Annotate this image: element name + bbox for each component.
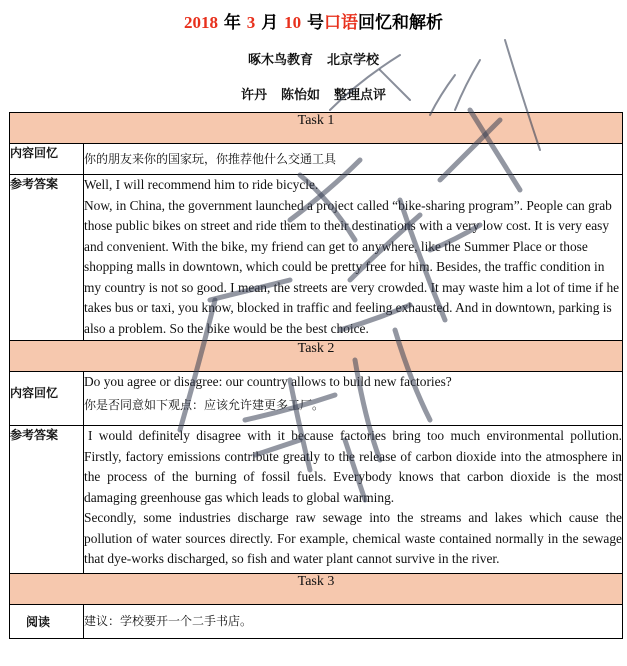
task-2-recall-en: Do you agree or disagree: our country allows to build new factories? xyxy=(84,374,452,389)
task-1-header-row xyxy=(10,113,623,144)
task-1-answer-para-2: Now, in China, the government launched a project called “bike-sharing program”. People can grab those public bikes on street and ride them to their destinations with a very low cost. It is very easy and convenient. With the bike, my friend can get to anywhere, like the Summer Place or those shopping malls in downtown, which could be pretty free for him. Besides, the traffic condition in my country is not so good. I mean, the streets are very crowded. It may waste him a lot of time if he takes bus or taxi, you know, blocked in traffic and feeling exhausted. And in downtown, parking is also a problem. So the bike would be the best choice. xyxy=(84,197,620,336)
task-2-header-row xyxy=(10,341,623,372)
title-topic: 口语 xyxy=(324,13,359,33)
document-title xyxy=(0,8,627,33)
document-header xyxy=(0,0,627,112)
task-1-title: Task 1 xyxy=(10,113,623,144)
title-day-suffix: 号 xyxy=(301,13,325,33)
task-1-answer-para-1: Well, I will recommend him to ride bicycle. xyxy=(84,177,319,192)
task-2-recall xyxy=(84,372,623,426)
org-name: 啄木鸟教育 xyxy=(247,53,313,68)
task-1-recall-label: 内容回忆 xyxy=(10,144,84,175)
title-month-suffix: 月 xyxy=(255,13,285,33)
task-2-recall-row xyxy=(10,372,623,426)
task-3-title: Task 3 xyxy=(10,574,623,605)
task-2-answer-para-2: Secondly, some industries discharge raw sewage into the streams and lakes which cause the pollution of water sources directly. For example, chemical waste contained normally in the sewage that dye-works discharged, so fish and water plant cannot survive in the river. xyxy=(84,510,622,566)
task-2-recall-cn: 你是否同意如下观点：应该允许建更多工厂。 xyxy=(84,397,325,412)
task-2-title: Task 2 xyxy=(10,341,623,372)
author-line xyxy=(0,84,627,103)
task-1-answer-label: 参考答案 xyxy=(10,175,84,341)
task-2-answer-row xyxy=(10,426,623,574)
title-year-suffix: 年 xyxy=(217,13,247,33)
task-3-reading-text: 建议：学校要开一个二手书店。 xyxy=(84,605,623,639)
author-1: 许丹 xyxy=(240,88,267,103)
task-2-recall-label: 内容回忆 xyxy=(10,372,84,426)
title-rest: 回忆和解析 xyxy=(358,13,444,33)
title-year: 2018 xyxy=(183,13,218,32)
task-1-answer xyxy=(84,175,623,341)
author-2: 陈怡如 xyxy=(280,88,320,103)
author-role: 整理点评 xyxy=(334,88,387,103)
task-1-recall-row xyxy=(10,144,623,175)
task-2-answer xyxy=(84,426,623,574)
org-line xyxy=(0,49,627,68)
school-name: 北京学校 xyxy=(327,53,380,68)
task-3-reading-label: 阅读 xyxy=(10,605,84,639)
task-3-header-row xyxy=(10,574,623,605)
task-2-answer-label: 参考答案 xyxy=(10,426,84,574)
content-table xyxy=(9,112,623,639)
task-2-answer-para-1: I would definitely disagree with it because factories bring too much environmental pollution. Firstly, factory emissions contribute greatly to the release of carbon dioxide into the atmosphere in the process of the burning of fossil fuels. Everybody knows that carbon dioxide is the most damaging greenhouse gas which leads to global warming. xyxy=(84,428,622,505)
title-month: 3 xyxy=(246,13,256,32)
task-3-reading-row xyxy=(10,605,623,639)
title-day: 10 xyxy=(284,13,302,32)
task-1-recall-text: 你的朋友来你的国家玩，你推荐他什么交通工具 xyxy=(84,144,623,175)
task-1-answer-row xyxy=(10,175,623,341)
